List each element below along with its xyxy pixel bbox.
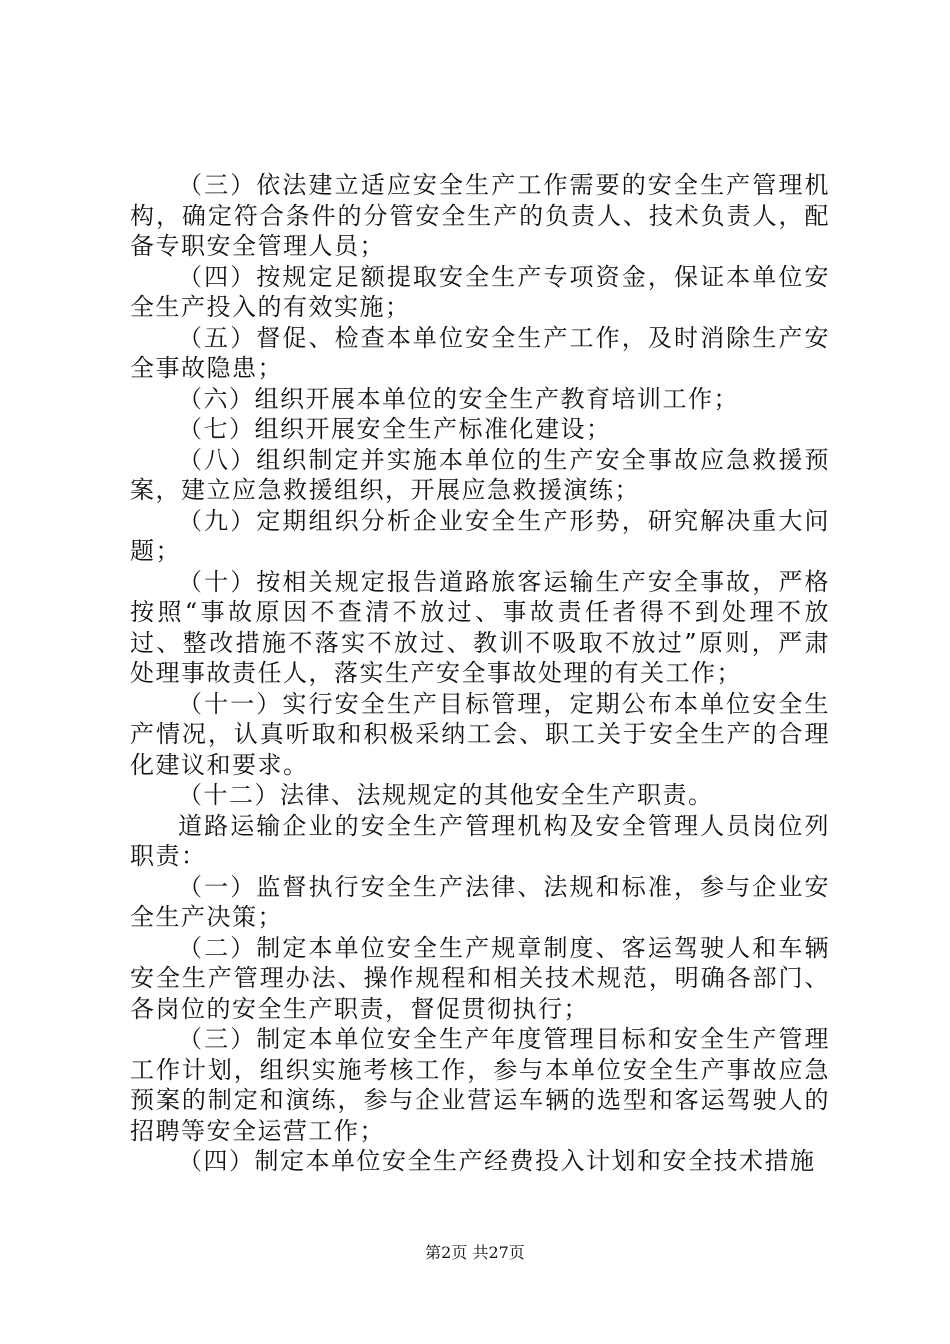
paragraph-si: （四）按规定足额提取安全生产专项资金，保证本单位安全生产投入的有效实施； — [130, 262, 830, 321]
paragraph-jiu: （九）定期组织分析企业安全生产形势，研究解决重大问题； — [130, 506, 830, 565]
duty-item-2: （二）制定本单位安全生产规章制度、客运驾驶人和车辆安全生产管理办法、操作规程和相关技术规范，明确各部门、各岗位的安全生产职责，督促贯彻执行； — [130, 933, 830, 1023]
paragraph-shier: （十二）法律、法规规定的其他安全生产职责。 — [178, 781, 714, 809]
paragraph-shiyi: （十一）实行安全生产目标管理，定期公布本单位安全生产情况，认真听取和积极采纳工会、职工关于安全生产的合理化建议和要求。 — [130, 689, 830, 779]
paragraph-ba: （八）组织制定并实施本单位的生产安全事故应急救援预案，建立应急救援组织，开展应急救援演练； — [130, 445, 830, 504]
document-body — [130, 170, 830, 1177]
paragraph-shi: （十）按相关规定报告道路旅客运输生产安全事故，严格按照“事故原因不查清不放过、事故责任者得不到处理不放过、整改措施不落实不放过、教训不吸取不放过”原则，严肃处理事故责任人，落实生产安全事故处理的有关工作； — [130, 567, 830, 687]
paragraph-wu: （五）督促、检查本单位安全生产工作，及时消除生产安全事故隐患； — [130, 323, 830, 382]
page-footer: 第2页 共27页 — [425, 1243, 525, 1262]
paragraph-liu: （六）组织开展本单位的安全生产教育培训工作； — [178, 384, 739, 413]
duty-item-1: （一）监督执行安全生产法律、法规和标准，参与企业安全生产决策； — [130, 872, 830, 931]
paragraph-san: （三）依法建立适应安全生产工作需要的安全生产管理机构，确定符合条件的分管安全生产的负责人、技术负责人，配备专职安全管理人员； — [130, 171, 830, 260]
duty-item-3: （三）制定本单位安全生产年度管理目标和安全生产管理工作计划，组织实施考核工作，参与本单位安全生产事故应急预案的制定和演练，参与企业营运车辆的选型和客运驾驶人的招聘等安全运营工作； — [130, 1025, 830, 1145]
duty-item-4: （四）制定本单位安全生产经费投入计划和安全技术措施 — [178, 1147, 816, 1175]
paragraph-qi: （七）组织开展安全生产标准化建设； — [178, 415, 612, 443]
section-heading: 道路运输企业的安全生产管理机构及安全管理人员岗位列职责： — [130, 811, 830, 870]
